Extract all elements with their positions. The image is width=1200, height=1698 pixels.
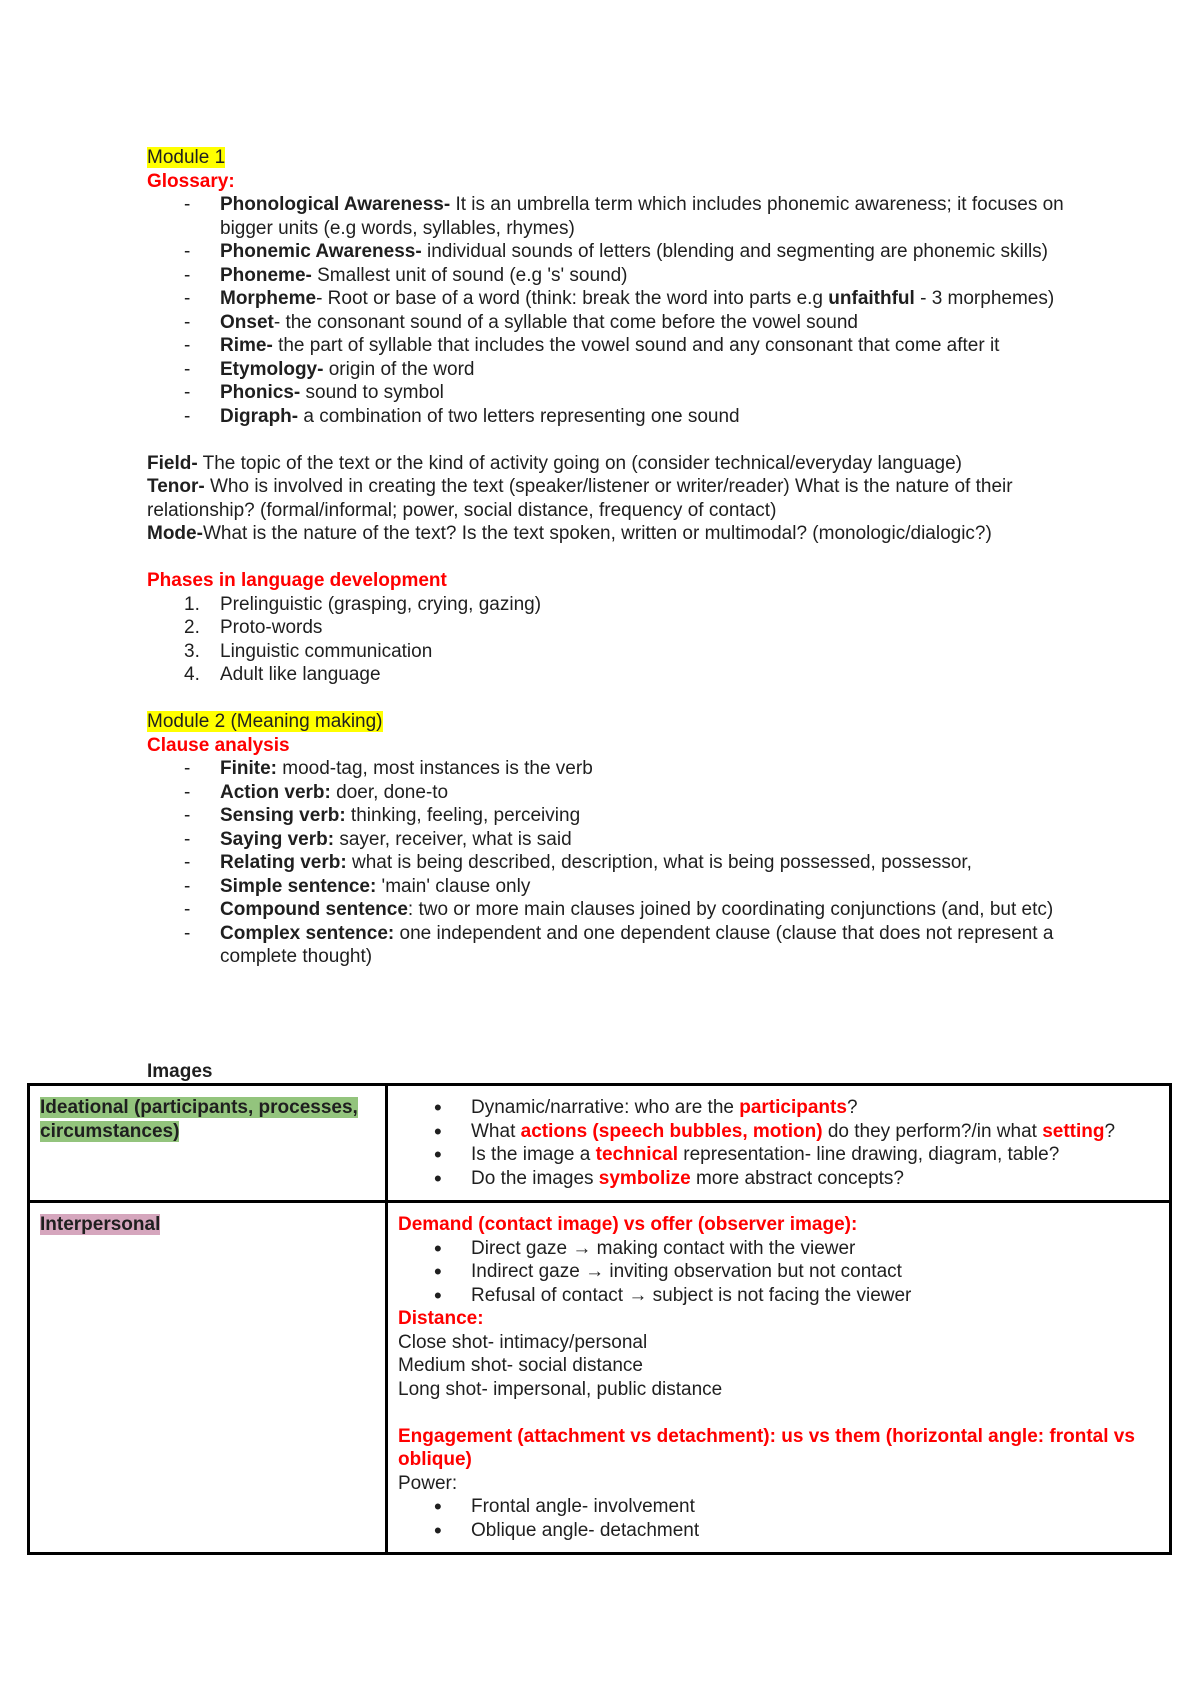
list-item: • Do the images symbolize more abstract concepts?: [398, 1167, 1159, 1191]
list-item: • Oblique angle- detachment: [398, 1519, 1159, 1543]
list-item: • Frontal angle- involvement: [398, 1495, 1159, 1519]
list-item: 2. Proto-words: [184, 617, 323, 638]
list-item: • Is the image a technical representation- line drawing, diagram, table?: [398, 1143, 1159, 1167]
notes-content: [147, 146, 1067, 969]
list-item: - Phonics- sound to symbol: [147, 381, 1067, 405]
power-label: Power:: [398, 1472, 458, 1494]
distance-heading: Distance:: [398, 1308, 484, 1329]
clause-heading: Clause analysis: [147, 734, 290, 756]
power-list: [398, 1495, 1159, 1542]
list-item: - Finite: mood-tag, most instances is the verb: [147, 757, 1067, 781]
demand-heading: Demand (contact image) vs offer (observer image):: [398, 1214, 858, 1235]
ideational-content-cell: [387, 1085, 1171, 1202]
list-item: - Phonological Awareness- It is an umbrella term which includes phonemic awareness; it focuses on bigger units (e.g words, syllables, rhymes): [147, 193, 1067, 240]
list-item: - Morpheme- Root or base of a word (think: break the word into parts e.g unfaithful - 3 morphemes): [147, 287, 1067, 311]
glossary-heading: Glossary:: [147, 170, 235, 192]
list-item: 4. Adult like language: [184, 664, 381, 685]
ideational-list: [398, 1096, 1159, 1190]
distance-line: Long shot- impersonal, public distance: [398, 1378, 723, 1400]
list-item: • What actions (speech bubbles, motion) do they perform?/in what setting?: [398, 1120, 1159, 1144]
list-item: - Digraph- a combination of two letters representing one sound: [147, 405, 1067, 429]
list-item: • Direct gaze → making contact with the viewer: [398, 1237, 1159, 1261]
list-item: - Action verb: doer, done-to: [147, 781, 1067, 805]
module2-heading: Module 2 (Meaning making): [147, 711, 383, 732]
phases-heading: Phases in language development: [147, 570, 447, 591]
list-item: - Phoneme- Smallest unit of sound (e.g 's' sound): [147, 264, 1067, 288]
images-heading: Images: [147, 1061, 213, 1082]
list-item: - Relating verb: what is being described, description, what is being possessed, possessor,: [147, 851, 1067, 875]
register-mode: Mode-What is the nature of the text? Is the text spoken, written or multimodal? (monologic/dialogic?): [147, 523, 992, 544]
clause-list: [147, 757, 1067, 969]
list-item: • Dynamic/narrative: who are the participants?: [398, 1096, 1159, 1120]
list-item: - Saying verb: sayer, receiver, what is said: [147, 828, 1067, 852]
module1-heading: Module 1: [147, 147, 226, 168]
table-row: [29, 1085, 1171, 1202]
list-item: 1. Prelinguistic (grasping, crying, gazing): [184, 593, 542, 615]
register-field: Field- The topic of the text or the kind of activity going on (consider technical/everyday language): [147, 452, 962, 474]
distance-line: Medium shot- social distance: [398, 1355, 643, 1376]
list-item: - Compound sentence: two or more main clauses joined by coordinating conjunctions (and, but etc): [147, 898, 1067, 922]
ideational-label: Ideational (participants, processes, circumstances): [40, 1097, 358, 1142]
list-item: - Rime- the part of syllable that includes the vowel sound and any consonant that come after it: [147, 334, 1067, 358]
list-item: • Indirect gaze → inviting observation but not contact: [398, 1260, 1159, 1284]
distance-line: Close shot- intimacy/personal: [398, 1331, 648, 1353]
list-item: • Refusal of contact → subject is not facing the viewer: [398, 1284, 1159, 1308]
interpersonal-label-cell: [29, 1202, 387, 1554]
engagement-heading: Engagement (attachment vs detachment): us vs them (horizontal angle: frontal vs oblique): [398, 1425, 1135, 1470]
list-item: - Phonemic Awareness- individual sounds of letters (blending and segmenting are phonemic skills): [147, 240, 1067, 264]
list-item: 3. Linguistic communication: [184, 640, 433, 662]
list-item: - Complex sentence: one independent and one dependent clause (clause that does not represent a complete thought): [147, 922, 1067, 969]
images-table: [27, 1083, 1172, 1555]
list-item: - Sensing verb: thinking, feeling, perceiving: [147, 804, 1067, 828]
table-row: [29, 1202, 1171, 1554]
list-item: - Simple sentence: 'main' clause only: [147, 875, 1067, 899]
gaze-list: [398, 1237, 1159, 1308]
interpersonal-label: Interpersonal: [40, 1214, 161, 1235]
register-tenor: Tenor- Who is involved in creating the text (speaker/listener or writer/reader) What is the nature of their relationship? (formal/informal; power, social distance, frequency of contact): [147, 476, 1013, 521]
interpersonal-content-cell: [387, 1202, 1171, 1554]
ideational-label-cell: [29, 1085, 387, 1202]
list-item: - Etymology- origin of the word: [147, 358, 1067, 382]
phases-list: [147, 593, 1067, 687]
glossary-list: [147, 193, 1067, 428]
list-item: - Onset- the consonant sound of a syllable that come before the vowel sound: [147, 311, 1067, 335]
